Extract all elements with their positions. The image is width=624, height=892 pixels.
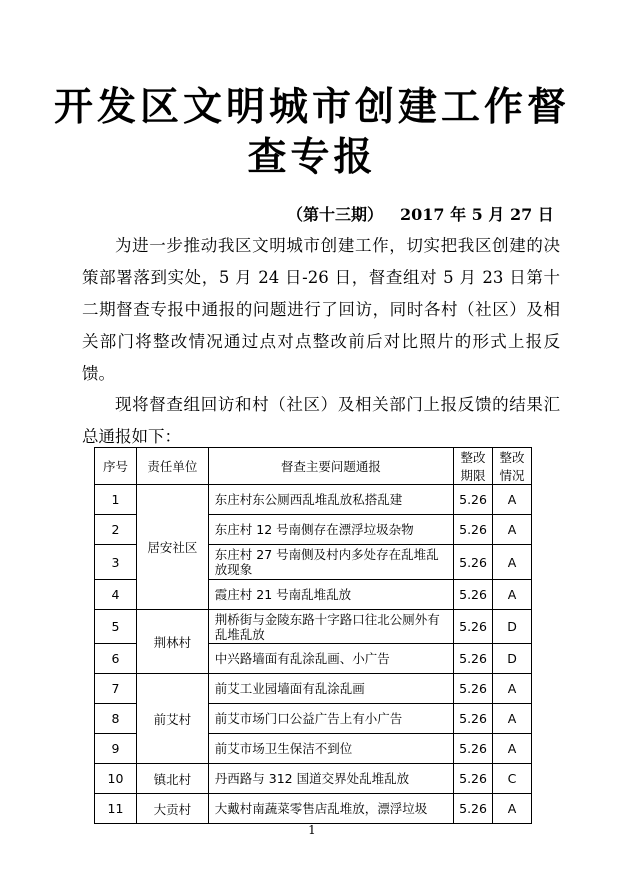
unit-cell: 荆林村 [136,610,208,674]
header-no: 序号 [95,448,137,485]
row-status: A [493,794,532,824]
row-deadline: 5.26 [454,794,493,824]
row-issue: 霞庄村 21 号南乱堆乱放 [208,580,453,610]
report-title-line-1: 开发区文明城市创建工作督 [53,84,570,130]
row-no: 11 [95,794,137,824]
issue-number: （第十三期） [287,205,384,224]
row-status: D [493,610,532,644]
row-status: A [493,734,532,764]
row-status: A [493,545,532,580]
row-deadline: 5.26 [454,764,493,794]
row-issue: 大戴村南蔬菜零售店乱堆放，漂浮垃圾 [208,794,453,824]
row-status: C [493,764,532,794]
row-status: A [493,674,532,704]
row-no: 8 [95,704,137,734]
row-issue: 东庄村 27 号南侧及村内多处存在乱堆乱放现象 [208,545,453,580]
row-issue: 前艾市场门口公益广告上有小广告 [208,704,453,734]
row-deadline: 5.26 [454,704,493,734]
header-status-line2: 情况 [499,468,525,483]
row-deadline: 5.26 [454,644,493,674]
row-no: 2 [95,515,137,545]
row-status: A [493,580,532,610]
row-status: A [493,515,532,545]
unit-cell: 居安社区 [136,485,208,610]
table-row [95,674,532,704]
row-deadline: 5.26 [454,485,493,515]
row-issue: 荆桥街与金陵东路十字路口往北公厕外有乱堆乱放 [208,610,453,644]
unit-cell: 前艾村 [136,674,208,764]
row-issue: 丹西路与 312 国道交界处乱堆乱放 [208,764,453,794]
unit-cell: 镇北村 [136,764,208,794]
summary-paragraph: 现将督查组回访和村（社区）及相关部门上报反馈的结果汇总通报如下： [82,395,560,446]
table-row [95,794,532,824]
row-deadline: 5.26 [454,580,493,610]
row-issue: 前艾市场卫生保洁不到位 [208,734,453,764]
issue-date: 2017 年 5 月 27 日 [400,205,554,224]
row-issue: 前艾工业园墙面有乱涂乱画 [208,674,453,704]
header-deadline-line2: 期限 [460,468,486,483]
row-deadline: 5.26 [454,545,493,580]
row-issue: 东庄村东公厕西乱堆乱放私搭乱建 [208,485,453,515]
row-deadline: 5.26 [454,610,493,644]
row-no: 1 [95,485,137,515]
header-unit: 责任单位 [136,448,208,485]
header-deadline [454,448,493,485]
row-issue: 中兴路墙面有乱涂乱画、小广告 [208,644,453,674]
header-deadline-line1: 整改 [460,450,486,465]
inspection-table [94,447,532,824]
row-no: 3 [95,545,137,580]
row-issue: 东庄村 12 号南侧存在漂浮垃圾杂物 [208,515,453,545]
row-no: 4 [95,580,137,610]
table-row [95,485,532,515]
row-no: 9 [95,734,137,764]
header-status [493,448,532,485]
report-title-line-2: 查专报 [247,134,377,180]
header-issue: 督查主要问题通报 [208,448,453,485]
row-status: A [493,704,532,734]
table-row [95,610,532,644]
row-no: 5 [95,610,137,644]
row-deadline: 5.26 [454,734,493,764]
table-header-row [95,448,532,485]
intro-paragraph: 为进一步推动我区文明城市创建工作，切实把我区创建的决策部署落到实处，5 月 24 日-26 日，督查组对 5 月 23 日第十二期督查专报中通报的问题进行了回访，同时各村（社区）及相关部门将整改情况通过点对点整改前后对比照片的形式上报反馈。 [82,236,560,383]
page-number: 1 [308,823,316,837]
unit-cell: 大贡村 [136,794,208,824]
table-row [95,764,532,794]
row-deadline: 5.26 [454,515,493,545]
row-no: 10 [95,764,137,794]
row-status: A [493,485,532,515]
row-no: 7 [95,674,137,704]
row-no: 6 [95,644,137,674]
row-status: D [493,644,532,674]
row-deadline: 5.26 [454,674,493,704]
header-status-line1: 整改 [499,450,525,465]
